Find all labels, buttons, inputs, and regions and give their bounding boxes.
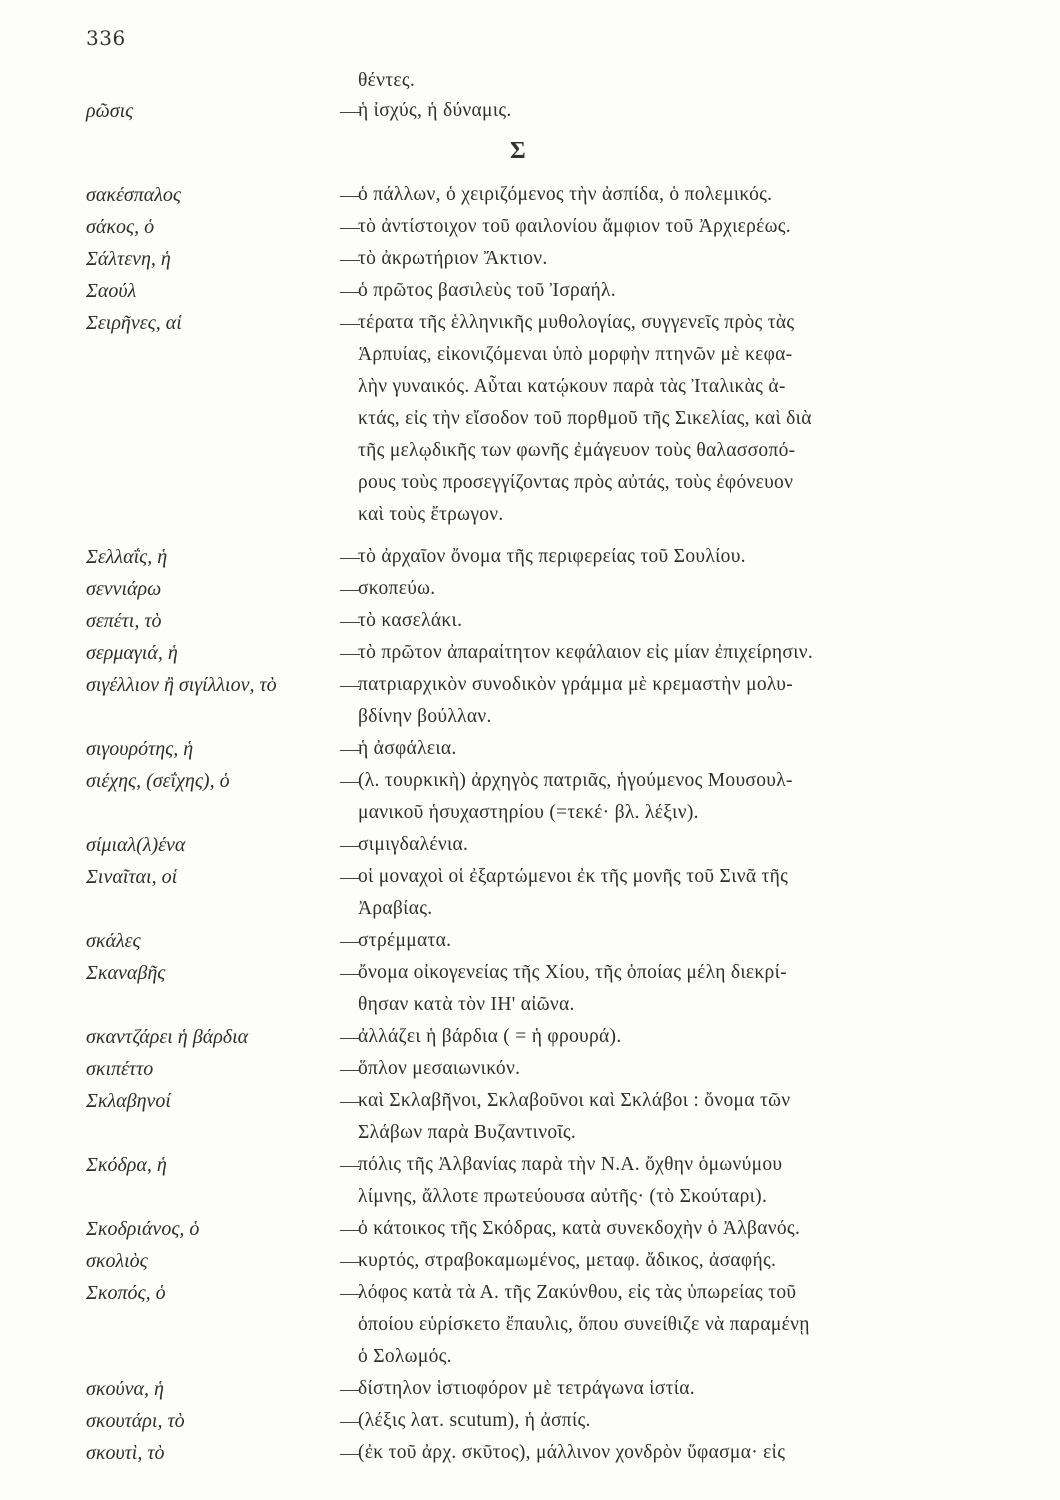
entry-definition: στρέμματα. bbox=[358, 930, 452, 951]
entry-dash: — bbox=[340, 184, 360, 206]
entry-definition: τὸ ἀντίστοιχον τοῦ φαιλονίου ἄμφιον τοῦ Ἀρχιερέως. bbox=[358, 216, 791, 237]
entry-term: Σκλαβηνοί bbox=[86, 1090, 171, 1112]
entry-term: σεννιάρω bbox=[86, 578, 162, 600]
entry-term: Σκαναβῆς bbox=[86, 962, 166, 984]
entry-dash: — bbox=[340, 1026, 360, 1048]
entry-line bbox=[0, 1020, 1060, 1054]
entry-definition: τὸ κασελάκι. bbox=[358, 610, 463, 631]
entry-definition: (ἐκ τοῦ ἀρχ. σκῦτος), μάλλινον χονδρὸν ὕφασμα· εἰς bbox=[358, 1442, 786, 1463]
entry-definition: ἡ ἰσχύς, ἡ δύναμις. bbox=[358, 100, 512, 121]
entry-definition: τὸ ἀρχαῖον ὄνομα τῆς περιφερείας τοῦ Σουλίου. bbox=[358, 546, 746, 567]
entry-line bbox=[0, 434, 1060, 468]
entry-definition: λόφος κατὰ τὰ Α. τῆς Ζακύνθου, εἰς τὰς ὑπωρείας τοῦ bbox=[358, 1282, 797, 1303]
page-number: 336 bbox=[86, 26, 126, 50]
entry-line bbox=[0, 604, 1060, 638]
entry-definition: (λ. τουρκικὴ) ἀρχηγὸς πατριᾶς, ἡγούμενος Μουσουλ- bbox=[358, 770, 793, 791]
entry-dash: — bbox=[340, 1410, 360, 1432]
entry-line bbox=[0, 796, 1060, 830]
entry-definition-continued: ρους τοὺς προσεγγίζοντας πρὸς αὐτάς, τοὺς ἐφόνευον bbox=[358, 472, 794, 493]
entry-term: σκιπέττο bbox=[86, 1058, 154, 1080]
entry-line bbox=[0, 1212, 1060, 1246]
entry-dash: — bbox=[340, 1218, 360, 1240]
entry-dash: — bbox=[340, 100, 360, 122]
entry-term: σίμιαλ(λ)ένα bbox=[86, 834, 186, 856]
section-heading-letter: Σ bbox=[510, 138, 526, 164]
entry-line bbox=[0, 1244, 1060, 1278]
entry-term: σάκος, ὁ bbox=[86, 216, 155, 238]
entry-term: σερμαγιά, ἡ bbox=[86, 642, 178, 664]
entry-term: σιγουρότης, ἡ bbox=[86, 738, 194, 760]
entry-dash: — bbox=[340, 312, 360, 334]
entry-dash: — bbox=[340, 1058, 360, 1080]
entry-term: ρῶσις bbox=[86, 100, 134, 122]
entry-line bbox=[0, 1404, 1060, 1438]
entry-dash: — bbox=[340, 674, 360, 696]
entry-line bbox=[0, 402, 1060, 436]
entry-definition: δίστηλον ἱστιοφόρον μὲ τετράγωνα ἱστία. bbox=[358, 1378, 695, 1399]
entry-line bbox=[0, 988, 1060, 1022]
entry-dash: — bbox=[340, 1378, 360, 1400]
entry-term: σεπέτι, τὸ bbox=[86, 610, 162, 632]
entry-definition: καὶ Σκλαβῆνοι, Σκλαβοῦνοι καὶ Σκλάβοι : ὄνομα τῶν bbox=[358, 1090, 791, 1111]
entry-dash: — bbox=[340, 962, 360, 984]
entry-term: Σκοπός, ὁ bbox=[86, 1282, 166, 1304]
entry-definition-continued: Ἁρπυίας, εἰκονιζόμεναι ὑπὸ μορφὴν πτηνῶν μὲ κεφα- bbox=[358, 344, 793, 365]
entry-definition-continued: Σλάβων παρὰ Βυζαντινοῖς. bbox=[358, 1122, 577, 1143]
entry-line bbox=[0, 274, 1060, 308]
entry-term: σκολιὸς bbox=[86, 1250, 148, 1272]
entry-term: σκάλες bbox=[86, 930, 141, 952]
entry-definition: κυρτός, στραβοκαμωμένος, μεταφ. ἄδικος, ἀσαφής. bbox=[358, 1250, 777, 1271]
entry-line bbox=[0, 466, 1060, 500]
entry-term: σκαντζάρει ἡ βάρδια bbox=[86, 1026, 249, 1048]
entry-line bbox=[0, 540, 1060, 574]
entry-dash: — bbox=[340, 546, 360, 568]
entry-dash: — bbox=[340, 1282, 360, 1304]
entry-line bbox=[0, 1372, 1060, 1406]
entry-dash: — bbox=[340, 738, 360, 760]
entry-definition-continued: λίμνης, ἄλλοτε πρωτεύουσα αὐτῆς· (τὸ Σκούταρι). bbox=[358, 1186, 768, 1207]
entry-dash: — bbox=[340, 770, 360, 792]
entry-definition: ὅπλον μεσαιωνικόν. bbox=[358, 1058, 521, 1079]
entry-term: Σαούλ bbox=[86, 280, 137, 302]
entry-line bbox=[0, 668, 1060, 702]
entry-term: σιέχης, (σεΐχης), ὁ bbox=[86, 770, 230, 792]
entry-dash: — bbox=[340, 1250, 360, 1272]
entry-line bbox=[0, 1052, 1060, 1086]
entry-line bbox=[0, 636, 1060, 670]
entry-definition: ἀλλάζει ἡ βάρδια ( = ἡ φρουρά). bbox=[358, 1026, 622, 1047]
entry-dash: — bbox=[340, 866, 360, 888]
entry-line bbox=[0, 1148, 1060, 1182]
entry-term: Σελλαΐς, ἡ bbox=[86, 546, 168, 568]
entry-definition: τέρατα τῆς ἑλληνικῆς μυθολογίας, συγγενεῖς πρὸς τὰς bbox=[358, 312, 795, 333]
entry-line bbox=[0, 1436, 1060, 1470]
entry-definition-continued: ὁ Σολωμός. bbox=[358, 1346, 452, 1367]
entry-definition: τὸ πρῶτον ἀπαραίτητον κεφάλαιον εἰς μίαν ἐπιχείρησιν. bbox=[358, 642, 814, 663]
entry-term: Σκοδριάνος, ὁ bbox=[86, 1218, 200, 1240]
entry-line bbox=[0, 1308, 1060, 1342]
entry-dash: — bbox=[340, 930, 360, 952]
entry-definition-continued: θησαν κατὰ τὸν ΙΗ' αἰῶνα. bbox=[358, 994, 575, 1015]
entry-line bbox=[0, 1084, 1060, 1118]
entry-definition-continued: Ἀραβίας. bbox=[358, 898, 433, 919]
entry-dash: — bbox=[340, 1090, 360, 1112]
entry-line bbox=[0, 210, 1060, 244]
entry-line bbox=[0, 1340, 1060, 1374]
entry-line bbox=[0, 572, 1060, 606]
entry-line bbox=[0, 828, 1060, 862]
entry-term: Σάλτενη, ἡ bbox=[86, 248, 171, 270]
entry-definition: ὁ κάτοικος τῆς Σκόδρας, κατὰ συνεκδοχὴν ὁ Ἀλβανός. bbox=[358, 1218, 801, 1239]
entry-term: Σκόδρα, ἡ bbox=[86, 1154, 167, 1176]
entry-line bbox=[0, 732, 1060, 766]
entry-line bbox=[0, 924, 1060, 958]
entry-definition: πόλις τῆς Ἀλβανίας παρὰ τὴν Ν.Α. ὄχθην ὁμωνύμου bbox=[358, 1154, 783, 1175]
entry-term: σακέσπαλος bbox=[86, 184, 181, 206]
entry-line bbox=[0, 94, 1060, 128]
entry-dash: — bbox=[340, 610, 360, 632]
entry-term: Σειρῆνες, αἱ bbox=[86, 312, 182, 334]
entry-line bbox=[0, 956, 1060, 990]
entry-definition: ὄνομα οἰκογενείας τῆς Χίου, τῆς ὁποίας μέλη διεκρί- bbox=[358, 962, 787, 983]
entry-line bbox=[0, 498, 1060, 532]
entry-definition: (λέξις λατ. scutum), ἡ ἀσπίς. bbox=[358, 1410, 591, 1431]
entry-line bbox=[0, 764, 1060, 798]
entry-definition: οἱ μοναχοὶ οἱ ἐξαρτώμενοι ἐκ τῆς μονῆς τοῦ Σινᾶ τῆς bbox=[358, 866, 789, 887]
entry-line bbox=[0, 370, 1060, 404]
entry-definition: ὁ πάλλων, ὁ χειριζόμενος τὴν ἀσπίδα, ὁ πολεμικός. bbox=[358, 184, 773, 205]
entry-term: σκουτὶ, τὸ bbox=[86, 1442, 165, 1464]
entry-definition-continued: βδίνην βούλλαν. bbox=[358, 706, 492, 727]
entry-dash: — bbox=[340, 642, 360, 664]
entry-definition-continued: τῆς μελῳδικῆς των φωνῆς ἐμάγευον τοὺς θαλασσοπό- bbox=[358, 440, 796, 461]
entry-definition: πατριαρχικὸν συνοδικὸν γράμμα μὲ κρεμαστὴν μολυ- bbox=[358, 674, 794, 695]
entry-dash: — bbox=[340, 834, 360, 856]
entry-dash: — bbox=[340, 216, 360, 238]
entry-definition-continued: λὴν γυναικός. Αὗται κατῴκουν παρὰ τὰς Ἰταλικὰς ἀ- bbox=[358, 376, 786, 397]
entry-line bbox=[0, 1276, 1060, 1310]
entry-term: Σιναῖται, οἱ bbox=[86, 866, 178, 888]
entry-definition-continued: ὁποίου εὑρίσκετο ἔπαυλις, ὅπου συνείθιζε νὰ παραμένῃ bbox=[358, 1314, 810, 1335]
entry-dash: — bbox=[340, 1154, 360, 1176]
entry-line bbox=[0, 178, 1060, 212]
entry-term: σιγέλλιον ἢ σιγίλλιον, τὸ bbox=[86, 674, 277, 696]
entry-line bbox=[0, 892, 1060, 926]
entry-definition: ὁ πρῶτος βασιλεὺς τοῦ Ἰσραήλ. bbox=[358, 280, 616, 301]
entry-definition-continued: μανικοῦ ἡσυχαστηρίου (=τεκέ· βλ. λέξιν). bbox=[358, 802, 699, 823]
entry-line bbox=[0, 338, 1060, 372]
entry-line bbox=[0, 1116, 1060, 1150]
entry-term: σκούνα, ἡ bbox=[86, 1378, 164, 1400]
entry-dash: — bbox=[340, 578, 360, 600]
entry-definition: θέντες. bbox=[358, 70, 416, 91]
entry-line bbox=[0, 860, 1060, 894]
entry-dash: — bbox=[340, 1442, 360, 1464]
entry-definition: σκοπεύω. bbox=[358, 578, 436, 599]
entry-line bbox=[0, 64, 1060, 98]
entry-definition: ἡ ἀσφάλεια. bbox=[358, 738, 457, 759]
entry-definition: σιμιγδαλένια. bbox=[358, 834, 469, 855]
entry-dash: — bbox=[340, 248, 360, 270]
entry-line bbox=[0, 242, 1060, 276]
entry-dash: — bbox=[340, 280, 360, 302]
entry-line bbox=[0, 700, 1060, 734]
entry-line bbox=[0, 1180, 1060, 1214]
entry-definition-continued: καὶ τοὺς ἔτρωγον. bbox=[358, 504, 504, 525]
entry-definition-continued: κτάς, εἰς τὴν εἴσοδον τοῦ πορθμοῦ τῆς Σικελίας, καὶ διὰ bbox=[358, 408, 812, 429]
entry-term: σκουτάρι, τὸ bbox=[86, 1410, 185, 1432]
entry-definition: τὸ ἀκρωτήριον Ἄκτιον. bbox=[358, 248, 548, 269]
entry-line bbox=[0, 306, 1060, 340]
